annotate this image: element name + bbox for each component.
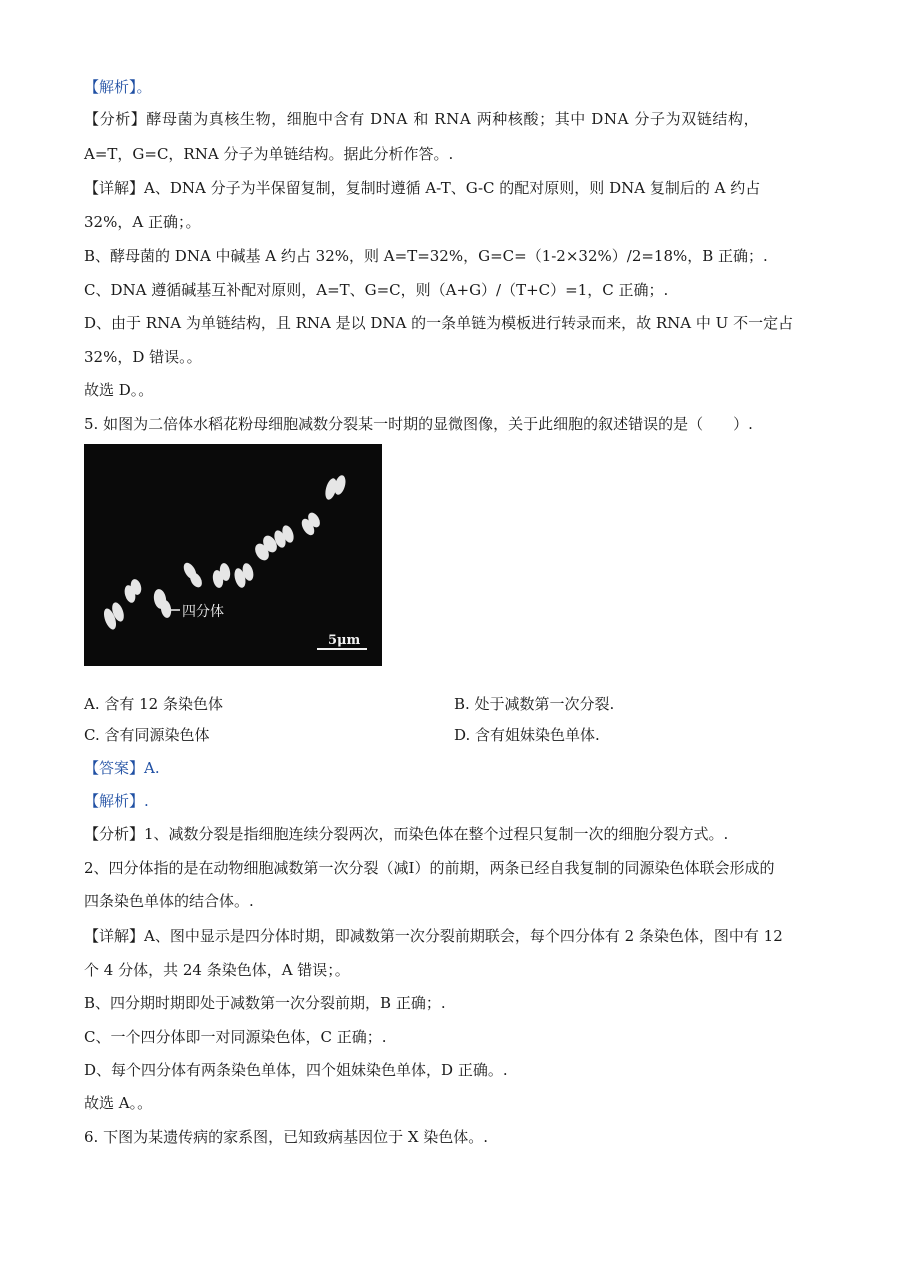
detail-d-cont: 32%，D 错误。。 xyxy=(84,348,202,366)
micrograph-image xyxy=(84,444,382,666)
detail-a-cont: 32%，A 正确；。 xyxy=(84,213,201,231)
detail-a-2: 【详解】A、图中显示是四分体时期，即减数第一次分裂前期联会，每个四分体有 2 条染色体，图中有 12 xyxy=(84,927,783,945)
analysis-point-1: 【分析】1、减数分裂是指细胞连续分裂两次，而染色体在整个过程只复制一次的细胞分裂方式。. xyxy=(84,825,729,843)
detail-d: D、由于 RNA 为单链结构，且 RNA 是以 DNA 的一条单链为模板进行转录而来，故 RNA 中 U 不一定占 xyxy=(84,314,794,332)
option-d: D. 含有姐妹染色单体. xyxy=(454,726,600,744)
choose-d: 故选 D。。 xyxy=(84,381,154,399)
answer-label: 【答案】A. xyxy=(84,759,160,777)
micrograph xyxy=(84,444,382,666)
question-5: 5. 如图为二倍体水稻花粉母细胞减数分裂某一时期的显微图像，关于此细胞的叙述错误的是（ ）. xyxy=(84,415,753,433)
analysis-heading-2: 【解析】. xyxy=(84,792,149,810)
analysis-point-2-cont: 四条染色单体的结合体。. xyxy=(84,892,254,910)
option-a: A. 含有 12 条染色体 xyxy=(84,695,223,713)
option-b: B. 处于减数第一次分裂. xyxy=(454,695,615,713)
question-6: 6. 下图为某遗传病的家系图，已知致病基因位于 X 染色体。. xyxy=(84,1128,489,1146)
analysis-text-cont: A=T，G=C，RNA 分子为单链结构。据此分析作答。. xyxy=(84,145,454,163)
analysis-point-2: 2、四分体指的是在动物细胞减数第一次分裂（减Ⅰ）的前期，两条已经自我复制的同源染色体联会形成的 xyxy=(84,859,775,877)
detail-a: 【详解】A、DNA 分子为半保留复制，复制时遵循 A-T、G-C 的配对原则，则 DNA 复制后的 A 约占 xyxy=(84,179,761,197)
detail-b-2: B、四分期时期即处于减数第一次分裂前期，B 正确；. xyxy=(84,994,446,1012)
detail-a-2-cont: 个 4 分体，共 24 条染色体，A 错误；。 xyxy=(84,961,350,979)
detail-d-2: D、每个四分体有两条染色单体，四个姐妹染色单体，D 正确。. xyxy=(84,1061,508,1079)
detail-b: B、酵母菌的 DNA 中碱基 A 约占 32%，则 A=T=32%，G=C=（1-2×32%）/2=18%，B 正确；. xyxy=(84,247,768,265)
tetrad-label: 四分体 xyxy=(182,604,224,620)
detail-c: C、DNA 遵循碱基互补配对原则，A=T、G=C，则（A+G）/（T+C）=1，C 正确；. xyxy=(84,281,669,299)
analysis-text: 【分析】酵母菌为真核生物，细胞中含有 DNA 和 RNA 两种核酸；其中 DNA 分子为双链结构， xyxy=(84,110,760,128)
scale-bar-label: 5μm xyxy=(328,633,361,648)
analysis-heading: 【解析】。 xyxy=(84,78,152,96)
choose-a: 故选 A。。 xyxy=(84,1094,153,1112)
detail-c-2: C、一个四分体即一对同源染色体，C 正确；. xyxy=(84,1028,387,1046)
option-c: C. 含有同源染色体 xyxy=(84,726,210,744)
